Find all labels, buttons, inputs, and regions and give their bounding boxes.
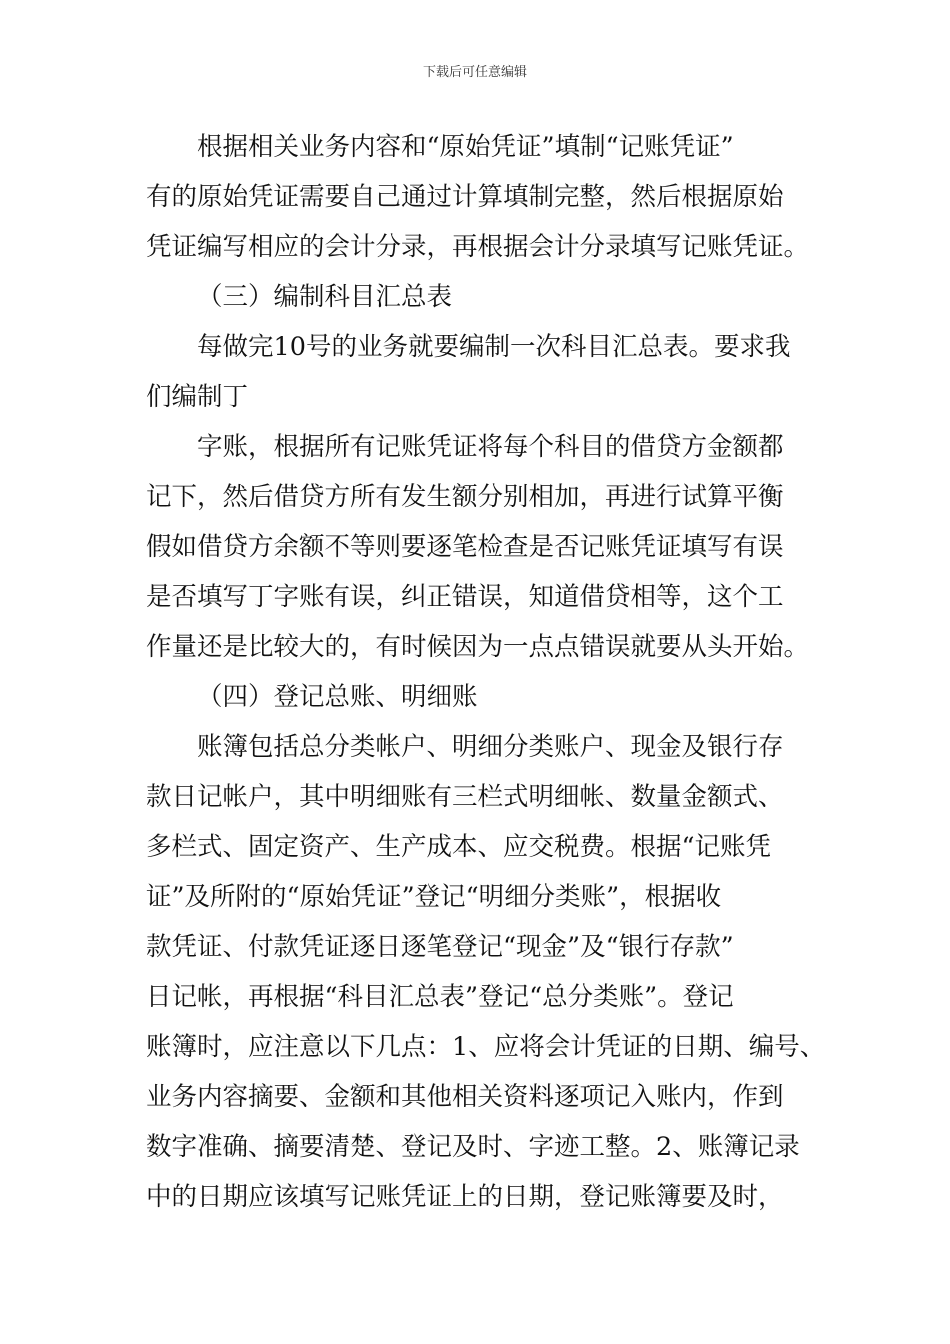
paragraph-line: 有的原始凭证需要自己通过计算填制完整，然后根据原始 [146, 182, 784, 212]
paragraph-line: 款凭证、付款凭证逐日逐笔登记“现金”及“银行存款” [146, 932, 734, 962]
paragraph-line: 业务内容摘要、金额和其他相关资料逐项记入账内，作到 [146, 1082, 784, 1112]
page-header: 下载后可任意编辑 [422, 65, 527, 80]
paragraph-line: 记下，然后借贷方所有发生额分别相加，再进行试算平衡 [146, 482, 784, 512]
paragraph-line: 字账，根据所有记账凭证将每个科目的借贷方金额都 [197, 432, 784, 462]
paragraph-line: 账簿时，应注意以下几点：1、应将会计凭证的日期、编号、 [146, 1032, 826, 1062]
document-body [146, 122, 826, 1222]
paragraph-line: 是否填写丁字账有误，纠正错误，知道借贷相等，这个工 [146, 582, 784, 612]
section-heading-4: （四）登记总账、明细账 [197, 682, 478, 712]
paragraph-line: 多栏式、固定资产、生产成本、应交税费。根据“记账凭 [146, 832, 772, 862]
paragraph-line: 作量还是比较大的，有时候因为一点点错误就要从头开始。 [146, 632, 810, 662]
paragraph-line: 们编制丁 [146, 382, 249, 412]
paragraph-line: 假如借贷方余额不等则要逐笔检查是否记账凭证填写有误 [146, 532, 784, 562]
paragraph-line: 日记帐，再根据“科目汇总表”登记“总分类账”。登记 [146, 982, 734, 1012]
paragraph-line: 账簿包括总分类帐户、明细分类账户、现金及银行存 [197, 732, 784, 762]
paragraph-line: 凭证编写相应的会计分录，再根据会计分录填写记账凭证。 [146, 232, 810, 262]
paragraph-line: 数字准确、摘要清楚、登记及时、字迹工整。2、账簿记录 [146, 1132, 800, 1162]
paragraph-line: 款日记帐户，其中明细账有三栏式明细帐、数量金额式、 [146, 782, 784, 812]
section-heading-3: （三）编制科目汇总表 [197, 282, 453, 312]
paragraph-line: 每做完10号的业务就要编制一次科目汇总表。要求我 [197, 332, 791, 362]
paragraph-line: 证”及所附的“原始凭证”登记“明细分类账”，根据收 [146, 882, 722, 912]
paragraph-line: 中的日期应该填写记账凭证上的日期，登记账簿要及时， [146, 1182, 784, 1212]
paragraph-line: 根据相关业务内容和“原始凭证”填制“记账凭证” [197, 132, 734, 162]
